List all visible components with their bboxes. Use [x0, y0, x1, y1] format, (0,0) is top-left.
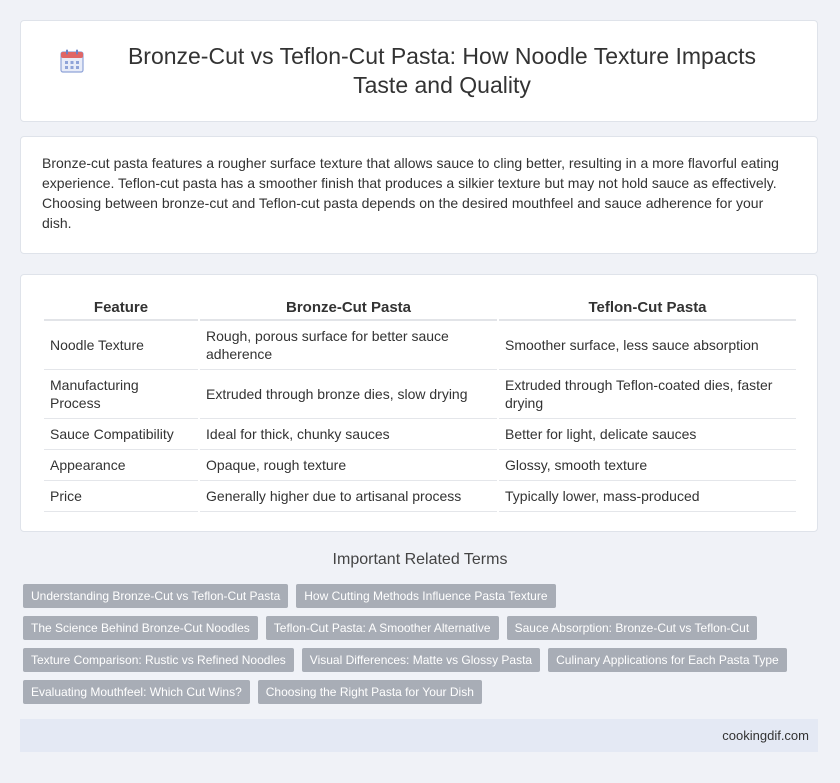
footer-site-link[interactable]: cookingdif.com	[722, 728, 809, 743]
table-cell: Extruded through Teflon-coated dies, faster drying	[499, 370, 796, 419]
table-cell: Smoother surface, less sauce absorption	[499, 321, 796, 370]
related-tag[interactable]: How Cutting Methods Influence Pasta Texture	[296, 584, 555, 608]
related-tag[interactable]: Evaluating Mouthfeel: Which Cut Wins?	[23, 680, 250, 704]
related-tag[interactable]: Understanding Bronze-Cut vs Teflon-Cut Pasta	[23, 584, 288, 608]
related-tag[interactable]: Choosing the Right Pasta for Your Dish	[258, 680, 482, 704]
related-tag[interactable]: Texture Comparison: Rustic vs Refined Noodles	[23, 648, 294, 672]
page-title: Bronze-Cut vs Teflon-Cut Pasta: How Noodle Texture Impacts Taste and Quality	[127, 43, 757, 98]
related-tag[interactable]: Culinary Applications for Each Pasta Type	[548, 648, 787, 672]
table-cell: Sauce Compatibility	[44, 419, 198, 450]
comparison-table-card	[20, 274, 818, 532]
table-header-row	[44, 295, 796, 321]
comparison-table	[42, 295, 798, 512]
table-row	[44, 370, 796, 419]
table-cell: Appearance	[44, 450, 198, 481]
related-tag[interactable]: Visual Differences: Matte vs Glossy Pasta	[302, 648, 540, 672]
intro-text: Bronze-cut pasta features a rougher surface texture that allows sauce to cling better, resulting in a more flavorful eating experience. Teflon-cut pasta has a smoother finish that produces a silkier texture but may not hold sauce as effectively. Choosing between bronze-cut and Teflon-cut pasta depends on the desired mouthfeel and sauce adherence for your dish.	[42, 155, 779, 231]
table-cell: Extruded through bronze dies, slow drying	[200, 370, 497, 419]
related-tag[interactable]: Teflon-Cut Pasta: A Smoother Alternative	[266, 616, 499, 640]
table-cell: Typically lower, mass-produced	[499, 481, 796, 512]
table-row	[44, 321, 796, 370]
table-header-feature: Feature	[44, 295, 198, 321]
intro-card	[20, 136, 818, 254]
related-tags	[23, 584, 803, 712]
table-cell: Ideal for thick, chunky sauces	[200, 419, 497, 450]
table-cell: Glossy, smooth texture	[499, 450, 796, 481]
footer	[20, 719, 818, 752]
header-card	[20, 20, 818, 122]
table-cell: Opaque, rough texture	[200, 450, 497, 481]
table-cell: Generally higher due to artisanal process	[200, 481, 497, 512]
table-cell: Noodle Texture	[44, 321, 198, 370]
related-tag[interactable]: Sauce Absorption: Bronze-Cut vs Teflon-Cut	[507, 616, 758, 640]
title-wrap	[59, 42, 779, 100]
related-tag[interactable]: The Science Behind Bronze-Cut Noodles	[23, 616, 258, 640]
table-header-teflon: Teflon-Cut Pasta	[499, 295, 796, 321]
table-row	[44, 419, 796, 450]
table-cell: Price	[44, 481, 198, 512]
table-row	[44, 481, 796, 512]
table-header-bronze: Bronze-Cut Pasta	[200, 295, 497, 321]
table-row	[44, 450, 796, 481]
table-cell: Rough, porous surface for better sauce adherence	[200, 321, 497, 370]
table-cell: Better for light, delicate sauces	[499, 419, 796, 450]
table-cell: Manufacturing Process	[44, 370, 198, 419]
calendar-icon	[59, 48, 85, 74]
related-terms-title: Important Related Terms	[332, 551, 508, 568]
